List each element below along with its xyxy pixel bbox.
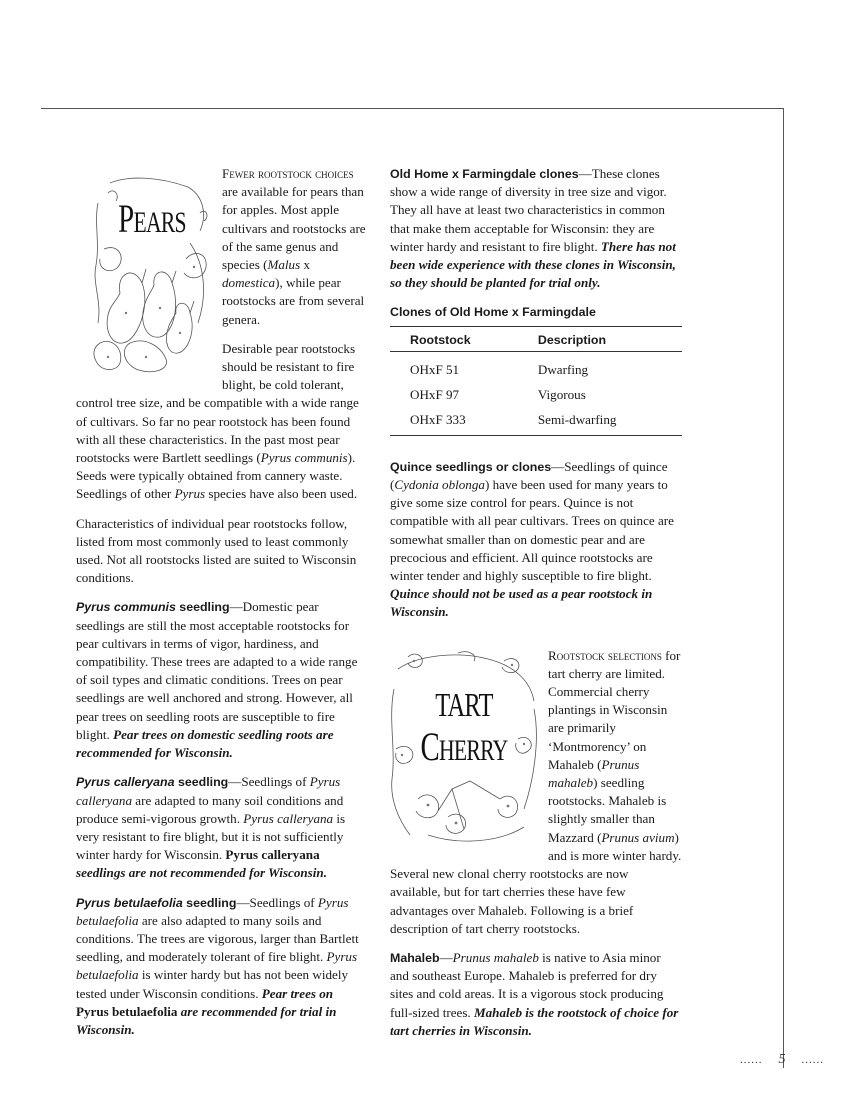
- page-number: 5: [778, 1052, 786, 1067]
- quince-entry: Quince seedlings or clones—Seedlings of quince (Cydonia oblonga) have been used for many years to give some size control for pears. Quince is not compatible with all pear cultivars. Trees on quince are somewhat smaller than on domestic pear and are precocious and efficient. All quince rootstocks are winter tender and highly susceptible to fire blight. Quince should not be used as a pear rootstock in Wisconsin.: [390, 458, 674, 620]
- rootstock-cell: OHxF 51: [410, 361, 460, 377]
- table-row: [390, 381, 682, 406]
- mahaleb-entry: Mahaleb—Prunus mahaleb is native to Asia minor and southeast Europe. Mahaleb is preferred for dry sites and cold areas. It is a vigorous stock producing full-sized trees. Mahaleb is the rootstock of choice for tart cherries in Wisconsin.: [390, 949, 679, 1038]
- rootstock-cell: OHxF 97: [410, 386, 460, 402]
- cherry-intro: Rootstock selections for tart cherry are limited. Commercial cherry plantings in Wisconsin are primarily ‘Montmorency’ on Mahaleb (Prunus mahaleb) seedling rootstocks. Mahaleb is slightly smaller than Mazzard (Prunus avium) and is more winter hardy. Several new clonal cherry rootstocks are now available, but for tart cherries these have few advantages over Mahaleb. Following is a brief description of tart cherry rootstocks.: [390, 647, 682, 936]
- left-column: [76, 165, 368, 1050]
- description-cell: Vigorous: [537, 386, 586, 402]
- col-rootstock: Rootstock: [390, 326, 538, 351]
- right-rule: [783, 108, 784, 1068]
- cherry-title-line1: TART: [435, 686, 493, 724]
- right-column: [390, 165, 682, 1051]
- description-cell: Semi-dwarfing: [538, 406, 682, 436]
- col-description: Description: [538, 326, 682, 351]
- table-row: [390, 351, 682, 381]
- section-spacer: [390, 633, 682, 647]
- clones-table: [390, 326, 682, 436]
- top-rule: [41, 108, 783, 109]
- table-row: [390, 406, 682, 436]
- pyrus-communis-entry: Pyrus communis seedling—Domestic pear seedlings are still the most acceptable rootstocks for pear cultivars in terms of vigor, hardiness, and compatibility. These trees are adapted to a wide range of soil types and climatic conditions. Trees on pear seedlings are well anchored and strong. However, all pear trees on seedling roots are susceptible to fire blight. Pear trees on domestic seedling roots are recommended for Wisconsin.: [76, 599, 358, 761]
- rootstock-cell: OHxF 333: [390, 406, 538, 436]
- folio-dots-left: ......: [740, 1054, 763, 1066]
- cherry-title-line2: CHERRY: [420, 723, 508, 769]
- pears-illustration: [90, 173, 214, 377]
- pyrus-calleryana-entry: Pyrus calleryana seedling—Seedlings of Pyrus calleryana are adapted to many soil conditions and produce semi-vigorous growth. Pyrus calleryana is very resistant to fire blight, but it is not sufficiently winter hardy for Wisconsin. Pyrus calleryana seedlings are not recommended for Wisconsin.: [76, 774, 346, 881]
- ohxf-entry: Old Home x Farmingdale clones—These clones show a wide range of diversity in tree size and vigor. They all have at least two characteristics in common that make them acceptable for Wisconsin: they are winter hardy and resistant to fire blight. There has not been wide experience with these clones in Wisconsin, so they should be planted for trial only.: [390, 166, 676, 291]
- clones-table-title: Clones of Old Home x Farmingdale: [390, 305, 596, 320]
- cherry-illustration: [388, 649, 540, 847]
- description-cell: Dwarfing: [537, 361, 589, 377]
- folio-dots-right: ......: [801, 1054, 824, 1066]
- pears-intro: Fewer rootstock choices are available for pears than for apples. Most apple cultivars and rootstocks are of the same genus and species (Malus x domestica), while pear rootstocks are from several genera.: [222, 166, 366, 327]
- pyrus-betulaefolia-entry: Pyrus betulaefolia seedling—Seedlings of Pyrus betulaefolia are also adapted to many soils and conditions. The trees are vigorous, larger than Bartlett seedling, and moderately tolerant of fire blight. Pyrus betulaefolia is winter hardy but has not been widely tested under Wisconsin conditions. Pear trees on Pyrus betulaefolia are recommended for trial in Wisconsin.: [76, 894, 359, 1037]
- page-folio: [740, 1052, 824, 1068]
- pears-title: PEARS: [118, 196, 186, 241]
- clones-table-header: [390, 326, 682, 351]
- pears-characteristics-paragraph: Characteristics of individual pear rootstocks follow, listed from most commonly used to least commonly used. Not all rootstocks listed are suited to Wisconsin conditions.: [76, 515, 357, 586]
- pears-desirable-paragraph: Desirable pear rootstocks should be resistant to fire blight, be cold tolerant, control tree size, and be compatible with a wide range of cultivars. So far no pear rootstock has been found with all these characteristics. In the past most pear rootstocks were Bartlett seedlings (Pyrus communis). Seeds were typically obtained from cannery waste. Seedlings of other Pyrus species have also been used.: [76, 340, 359, 502]
